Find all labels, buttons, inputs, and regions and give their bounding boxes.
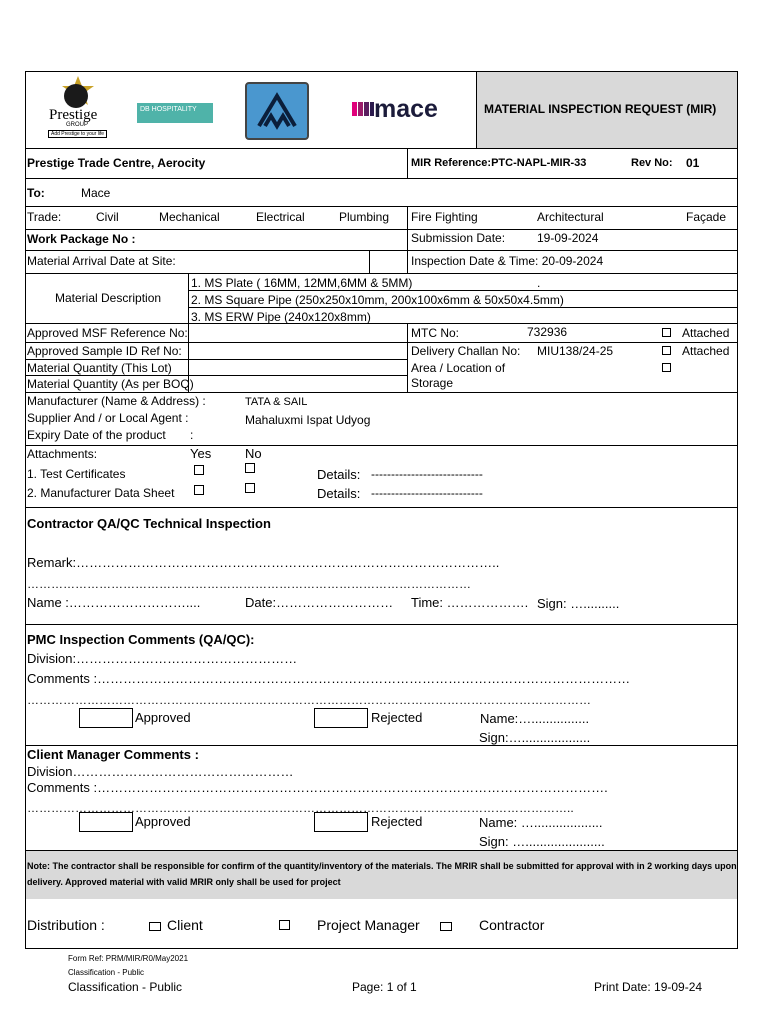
storage-area-label-1: Area / Location of	[411, 361, 506, 375]
test-certificates-label: 1. Test Certificates	[27, 467, 126, 481]
client-approved-box[interactable]	[79, 812, 133, 832]
submission-date-label: Submission Date:	[411, 231, 506, 245]
prestige-logo	[44, 74, 114, 140]
contractor-remark: Remark:……………………………………………………………………………………..	[27, 555, 500, 570]
pmc-division: Division:……………………………………………	[27, 651, 298, 666]
data-sheet-no-checkbox[interactable]	[245, 483, 255, 493]
row-line	[25, 342, 738, 343]
pmc-name: Name:…................	[480, 711, 590, 726]
row-line	[25, 745, 738, 746]
mtc-attached-checkbox[interactable]	[662, 328, 671, 337]
contractor-date: Date:………………………	[245, 595, 394, 610]
pmc-heading: PMC Inspection Comments (QA/QC):	[27, 632, 255, 647]
row-line	[25, 507, 738, 508]
classification-small: Classification - Public	[68, 968, 145, 977]
row-line	[188, 307, 738, 308]
db-logo-text: DB HOSPITALITY	[140, 106, 197, 113]
distribution-contractor-checkbox[interactable]	[440, 922, 452, 931]
contractor-time: Time: ……………….	[411, 595, 529, 610]
data-sheet-yes-checkbox[interactable]	[194, 485, 204, 495]
msf-reference-label: Approved MSF Reference No:	[27, 326, 188, 340]
contractor-name: Name :………………………....	[27, 595, 201, 610]
contractor-sign: Sign: …..........	[537, 596, 620, 611]
distribution-pm-label: Project Manager	[317, 917, 420, 933]
rev-value: 01	[686, 156, 700, 170]
row-line	[25, 359, 407, 360]
aa-logo-icon	[247, 84, 307, 138]
db-hospitality-logo	[137, 103, 213, 123]
storage-checkbox[interactable]	[662, 363, 671, 372]
mace-logo-text: mace	[374, 95, 438, 123]
mtc-attached-label: Attached	[682, 326, 730, 340]
pmc-approved-label: Approved	[135, 710, 191, 725]
divider	[407, 206, 408, 229]
challan-label: Delivery Challan No:	[411, 344, 521, 358]
client-division: Division……………………………………………	[27, 764, 294, 779]
material-item-1: 1. MS Plate ( 16MM, 12MM,6MM & 5MM)	[191, 276, 413, 290]
row-line	[25, 392, 738, 393]
divider	[407, 148, 408, 178]
page-number: Page: 1 of 1	[352, 980, 417, 994]
to-value: Mace	[81, 186, 111, 200]
row-line	[25, 229, 738, 230]
print-date: Print Date: 19-09-24	[594, 980, 703, 994]
form-ref: Form Ref: PRM/MIR/R0/May2021	[68, 954, 189, 963]
mace-bars-icon	[352, 102, 374, 116]
work-package-label: Work Package No :	[27, 232, 136, 246]
client-sign: Sign: …......................	[479, 834, 605, 849]
arrival-date-label: Material Arrival Date at Site:	[27, 254, 176, 268]
test-cert-no-checkbox[interactable]	[245, 463, 255, 473]
sample-id-label: Approved Sample ID Ref No:	[27, 344, 182, 358]
row-line	[25, 445, 738, 446]
mtc-label: MTC No:	[411, 326, 459, 340]
challan-value: MIU138/24-25	[537, 344, 614, 358]
to-label: To:	[27, 186, 45, 200]
material-item-2: 2. MS Square Pipe (250x250x10mm, 200x100x6mm & 50x50x4.5mm)	[191, 293, 564, 307]
trade-plumbing: Plumbing	[339, 210, 390, 224]
trade-mechanical: Mechanical	[159, 210, 220, 224]
divider	[407, 323, 408, 392]
trade-facade: Façade	[686, 210, 727, 224]
manufacturer-label: Manufacturer (Name & Address) :	[27, 394, 206, 408]
prestige-tagline: Add Prestige to your life	[48, 130, 107, 138]
qty-boq-label: Material Quantity (As per BOQ)	[27, 377, 194, 391]
storage-area-label-2: Storage	[411, 376, 454, 390]
qty-lot-label: Material Quantity (This Lot)	[27, 361, 172, 375]
prestige-group-text: GROUP	[66, 122, 89, 128]
client-name: Name: …...................	[479, 815, 603, 830]
material-item-3: 3. MS ERW Pipe (240x120x8mm)	[191, 310, 371, 324]
material-dot: .	[537, 276, 541, 290]
challan-attached-label: Attached	[682, 344, 730, 358]
client-rejected-box[interactable]	[314, 812, 368, 832]
note-text: Note: The contractor shall be responsible for confirm of the quantity/inventory of the materials. The MRIR shall be submitted for approval with in 2 working days upon delivery. Approved material with valid MRIR only shall be used for project	[27, 861, 737, 887]
aa-logo	[245, 82, 309, 140]
trade-civil: Civil	[96, 210, 119, 224]
manufacturer-value: TATA & SAIL	[245, 396, 308, 408]
mace-logo	[352, 96, 462, 124]
test-cert-details-label: Details:	[317, 467, 361, 482]
prestige-logo-text: Prestige	[49, 107, 98, 123]
divider	[476, 72, 477, 148]
pmc-sign: Sign:…...................	[479, 730, 591, 745]
distribution-contractor-label: Contractor	[479, 917, 545, 933]
client-comments: Comments :……………………………………………………………………………………………………….	[27, 780, 608, 795]
data-sheet-details-label: Details:	[317, 486, 361, 501]
yes-label: Yes	[190, 446, 212, 461]
contractor-heading: Contractor QA/QC Technical Inspection	[27, 516, 271, 531]
pmc-approved-box[interactable]	[79, 708, 133, 728]
divider	[188, 273, 189, 323]
data-sheet-label: 2. Manufacturer Data Sheet	[27, 486, 175, 500]
distribution-client-label: Client	[167, 917, 203, 933]
challan-attached-checkbox[interactable]	[662, 346, 671, 355]
pmc-rejected-box[interactable]	[314, 708, 368, 728]
trade-architectural: Architectural	[537, 210, 604, 224]
data-sheet-details-dashes: ----------------------------	[371, 486, 483, 500]
pmc-rejected-label: Rejected	[371, 710, 423, 725]
no-label: No	[245, 446, 262, 461]
trade-label: Trade:	[27, 210, 62, 224]
form-title: MATERIAL INSPECTION REQUEST (MIR)	[484, 102, 717, 116]
submission-date-value: 19-09-2024	[537, 231, 599, 245]
row-line	[25, 273, 738, 274]
divider	[369, 250, 370, 273]
expiry-label: Expiry Date of the product	[27, 428, 166, 442]
test-cert-yes-checkbox[interactable]	[194, 465, 204, 475]
row-line	[188, 290, 738, 291]
distribution-client-checkbox[interactable]	[149, 922, 161, 931]
row-line	[25, 206, 738, 207]
row-line	[25, 178, 738, 179]
distribution-label: Distribution :	[27, 917, 105, 933]
trade-electrical: Electrical	[256, 210, 305, 224]
test-cert-details-dashes: ----------------------------	[371, 467, 483, 481]
row-line	[25, 148, 738, 149]
mtc-value: 732936	[527, 325, 568, 339]
client-approved-label: Approved	[135, 814, 191, 829]
row-line	[25, 375, 407, 376]
distribution-pm-checkbox[interactable]	[279, 920, 290, 930]
supplier-value: Mahaluxmi Ispat Udyog	[245, 413, 371, 427]
mir-reference: MIR Reference:PTC-NAPL-MIR-33	[411, 157, 587, 169]
classification: Classification - Public	[68, 980, 183, 994]
rev-label: Rev No:	[631, 157, 673, 169]
material-description-label: Material Description	[55, 291, 162, 305]
divider	[407, 229, 408, 250]
pmc-comments-dots: ……………………………………………………………………………………………………………………………	[27, 693, 591, 707]
client-heading: Client Manager Comments :	[27, 747, 199, 762]
client-rejected-label: Rejected	[371, 814, 423, 829]
supplier-label: Supplier And / or Local Agent :	[27, 411, 189, 425]
client-comments-dots: ………………………………………………………………………………………………………………………..	[27, 801, 574, 815]
expiry-colon: :	[190, 428, 194, 442]
row-line	[25, 624, 738, 625]
row-line	[25, 250, 738, 251]
divider	[407, 250, 408, 273]
inspection-date: Inspection Date & Time: 20-09-2024	[411, 254, 604, 268]
contractor-remark-dots: …………………………………………………………………………………………………	[27, 577, 471, 591]
project-name: Prestige Trade Centre, Aerocity	[27, 156, 206, 170]
attachments-label: Attachments:	[27, 447, 98, 461]
pmc-comments: Comments :……………………………………………………………………………………………………………	[27, 671, 631, 686]
row-line	[25, 323, 738, 324]
trade-fire-fighting: Fire Fighting	[411, 210, 478, 224]
